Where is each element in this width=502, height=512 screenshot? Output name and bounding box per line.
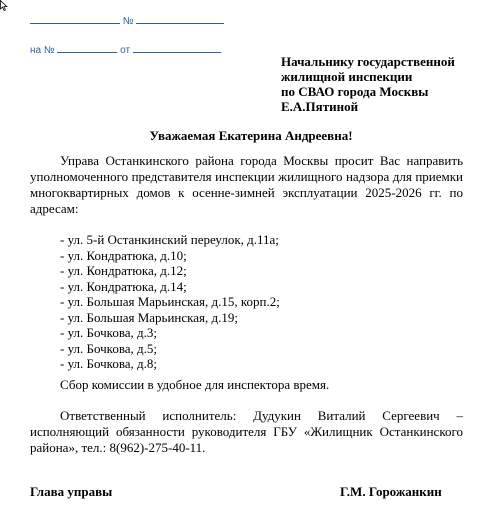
addressee-line: Е.А.Пятиной [281,99,359,114]
request-paragraph: Управа Останкинского района города Москвы просит Вас направить уполномоченного представителя инспекции жилищного надзора для приемки многоквартирных домов к осенне-зимней эксплуатации 2025-2026 гг. по адресам: [30,153,463,216]
reference-date-blank[interactable] [133,42,221,53]
date-blank[interactable] [30,13,120,24]
from-label: от [120,45,131,56]
address-item: - ул. Большая Марьинская, д.15, корп.2; [60,294,280,309]
greeting: Уважаемая Екатерина Андреевна! [149,128,353,143]
number-blank[interactable] [136,13,224,24]
on-number-label: на № [30,45,55,56]
addressee-line: жилищной инспекции [281,69,413,84]
signature-name: Г.М. Горожанкин [340,484,442,499]
address-item: - ул. Большая Марьинская, д.19; [60,309,239,325]
address-list [60,232,280,372]
address-item: - ул. Кондратюка, д.10; [60,247,187,263]
address-item: - ул. Бочкова, д.5; [60,340,158,356]
address-item: - ул. Бочкова, д.8; [60,356,158,371]
address-item: - ул. Кондратюка, д.14; [60,278,187,294]
outgoing-number-line [30,13,224,27]
reference-number-blank[interactable] [57,42,117,53]
number-sign: № [122,16,134,27]
commission-note: Сбор комиссии в удобное для инспектора время. [60,377,330,392]
signature-title: Глава управы [30,484,113,499]
addressee-block [281,54,471,114]
mouse-pointer-icon [0,0,8,11]
address-item: - ул. Кондратюка, д.12; [60,263,187,278]
addressee-line: Начальнику государственной [281,54,455,69]
address-item: - ул. 5-й Останкинский переулок, д.11а; [60,232,279,247]
incoming-reference-line [30,42,221,56]
executor-note: Ответственный исполнитель: Дудукин Виталий Сергеевич – исполняющий обязанности руководителя ГБУ «Жилищник Останкинского района», тел.: 8(962)-275-40-11. [30,408,463,455]
address-item: - ул. Бочкова, д.3; [60,325,158,340]
addressee-line: по СВАО города Москвы [281,84,429,99]
